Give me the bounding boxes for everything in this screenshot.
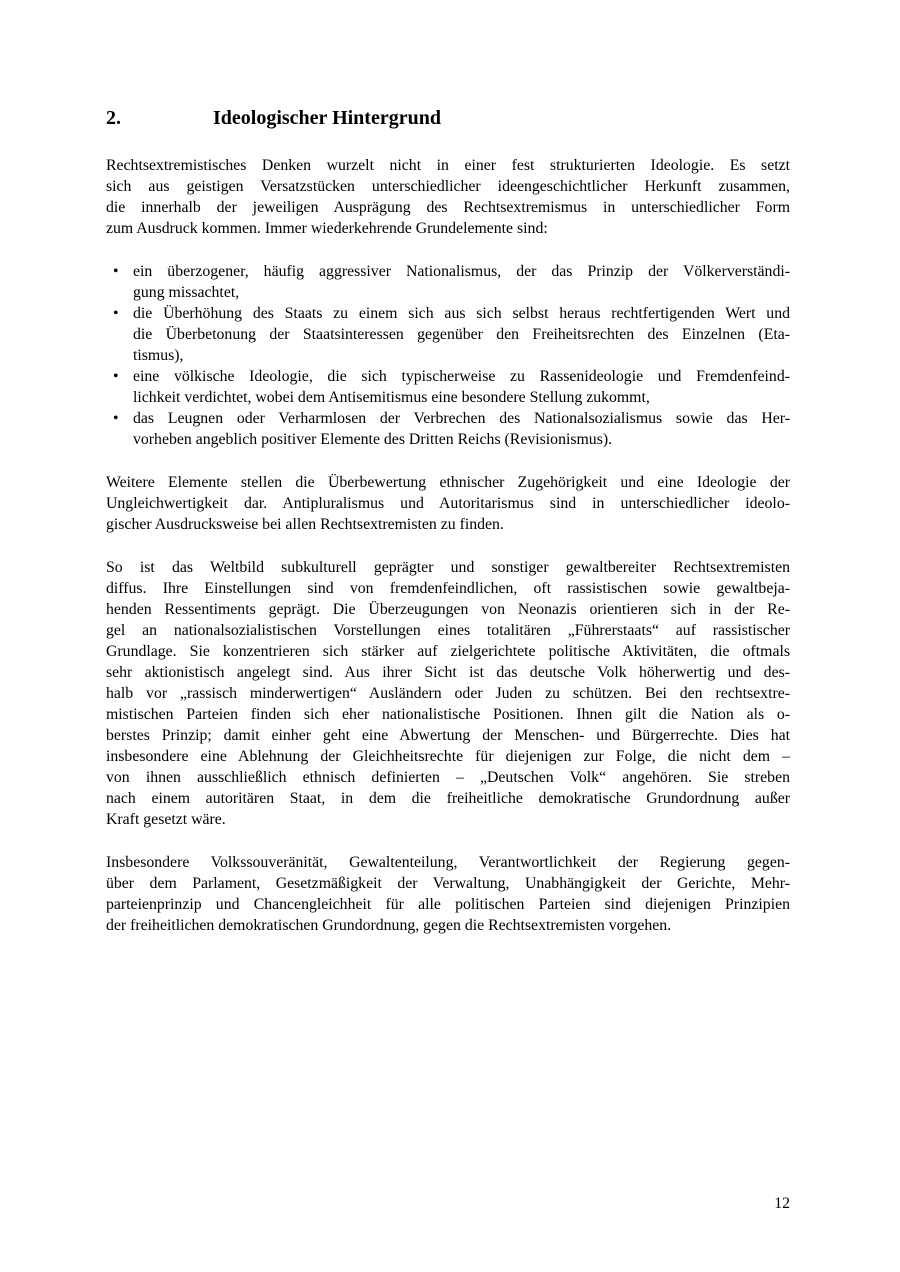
text-line: sich aus geistigen Versatzstücken unterschiedlicher ideengeschichtlicher Herkunft zusammen, [106,178,790,195]
text-line: parteienprinzip und Chancengleichheit für alle politischen Parteien sind diejenigen Prinzipien [106,896,790,913]
text-line: insbesondere eine Ablehnung der Gleichheitsrechte für diejenigen zur Folge, die nicht dem – [106,748,790,765]
text-line: tismus), [133,347,184,364]
text-line: vorheben angeblich positiver Elemente des Dritten Reichs (Revisionismus). [133,431,613,448]
text-line: So ist das Weltbild subkulturell geprägter und sonstiger gewaltbereiter Rechtsextremisten [106,559,790,576]
bullet-item [106,408,790,450]
section-number: 2. [106,107,121,129]
text-line: Grundlage. Sie konzentrieren sich stärker auf zielgerichtete politische Aktivitäten, die oftmals [106,643,790,660]
text-line: Rechtsextremistisches Denken wurzelt nicht in einer fest strukturierten Ideologie. Es setzt [106,157,790,174]
text-line: Ungleichwertigkeit dar. Antipluralismus und Autoritarismus sind in unterschiedlicher ideolo- [106,495,790,512]
text-line: über dem Parlament, Gesetzmäßigkeit der Verwaltung, Unabhängigkeit der Gerichte, Mehr- [106,875,790,892]
section-heading [106,106,790,131]
text-line: gischer Ausdrucksweise bei allen Rechtsextremisten zu finden. [106,516,504,533]
bullet-item [106,261,790,303]
text-line: Insbesondere Volkssouveränität, Gewaltenteilung, Verantwortlichkeit der Regierung gegen- [106,854,790,871]
text-line: zum Ausdruck kommen. Immer wiederkehrende Grundelemente sind: [106,220,548,237]
bullet-marker-icon: • [113,410,119,427]
text-line: henden Ressentiments geprägt. Die Überzeugungen von Neonazis orientieren sich in der Re- [106,601,790,618]
text-line: die Überhöhung des Staats zu einem sich aus sich selbst heraus rechtfertigenden Wert und [133,305,790,322]
text-line: gel an nationalsozialistischen Vorstellungen eines totalitären „Führerstaats“ auf rassistischer [106,622,790,639]
text-line: das Leugnen oder Verharmlosen der Verbrechen des Nationalsozialismus sowie das Her- [133,410,790,427]
bullet-item [106,303,790,366]
text-line: Kraft gesetzt wäre. [106,811,226,828]
paragraph [106,155,790,239]
text-line: ein überzogener, häufig aggressiver Nationalismus, der das Prinzip der Völkerverständi- [133,263,790,280]
text-line: die innerhalb der jeweiligen Ausprägung des Rechtsextremismus in unterschiedlicher Form [106,199,790,216]
bullet-item [106,366,790,408]
bullet-list [106,261,790,450]
document-body [106,155,790,936]
text-line: nach einem autoritären Staat, in dem die freiheitliche demokratische Grundordnung außer [106,790,790,807]
section-title: Ideologischer Hintergrund [213,107,441,129]
text-line: berstes Prinzip; damit einher geht eine Abwertung der Menschen- und Bürgerrechte. Dies hat [106,727,790,744]
bullet-marker-icon: • [113,368,119,385]
text-line: mistischen Parteien finden sich eher nationalistische Positionen. Ihnen gilt die Nation als o- [106,706,790,723]
text-line: halb vor „rassisch minderwertigen“ Ausländern oder Juden zu schützen. Bei den rechtsextre- [106,685,790,702]
text-line: sehr aktionistisch angelegt sind. Aus ihrer Sicht ist das deutsche Volk höherwertig und des- [106,664,790,681]
text-line: der freiheitlichen demokratischen Grundordnung, gegen die Rechtsextremisten vorgehen. [106,917,672,934]
text-line: Weitere Elemente stellen die Überbewertung ethnischer Zugehörigkeit und eine Ideologie der [106,474,790,491]
text-line: gung missachtet, [133,284,240,301]
text-line: von ihnen ausschließlich ethnisch definierten – „Deutschen Volk“ angehören. Sie streben [106,769,790,786]
paragraph [106,472,790,535]
text-line: die Überbetonung der Staatsinteressen gegenüber den Freiheitsrechten des Einzelnen (Eta- [133,326,790,343]
bullet-marker-icon: • [113,305,119,322]
page-number: 12 [774,1195,790,1212]
text-line: lichkeit verdichtet, wobei dem Antisemitismus eine besondere Stellung zukommt, [133,389,650,406]
paragraph [106,557,790,830]
text-line: eine völkische Ideologie, die sich typischerweise zu Rassenideologie und Fremdenfeind- [133,368,790,385]
bullet-marker-icon: • [113,263,119,280]
paragraph [106,852,790,936]
document-content [106,106,790,936]
text-line: diffus. Ihre Einstellungen sind von fremdenfeindlichen, oft rassistischen sowie gewaltbeja- [106,580,790,597]
